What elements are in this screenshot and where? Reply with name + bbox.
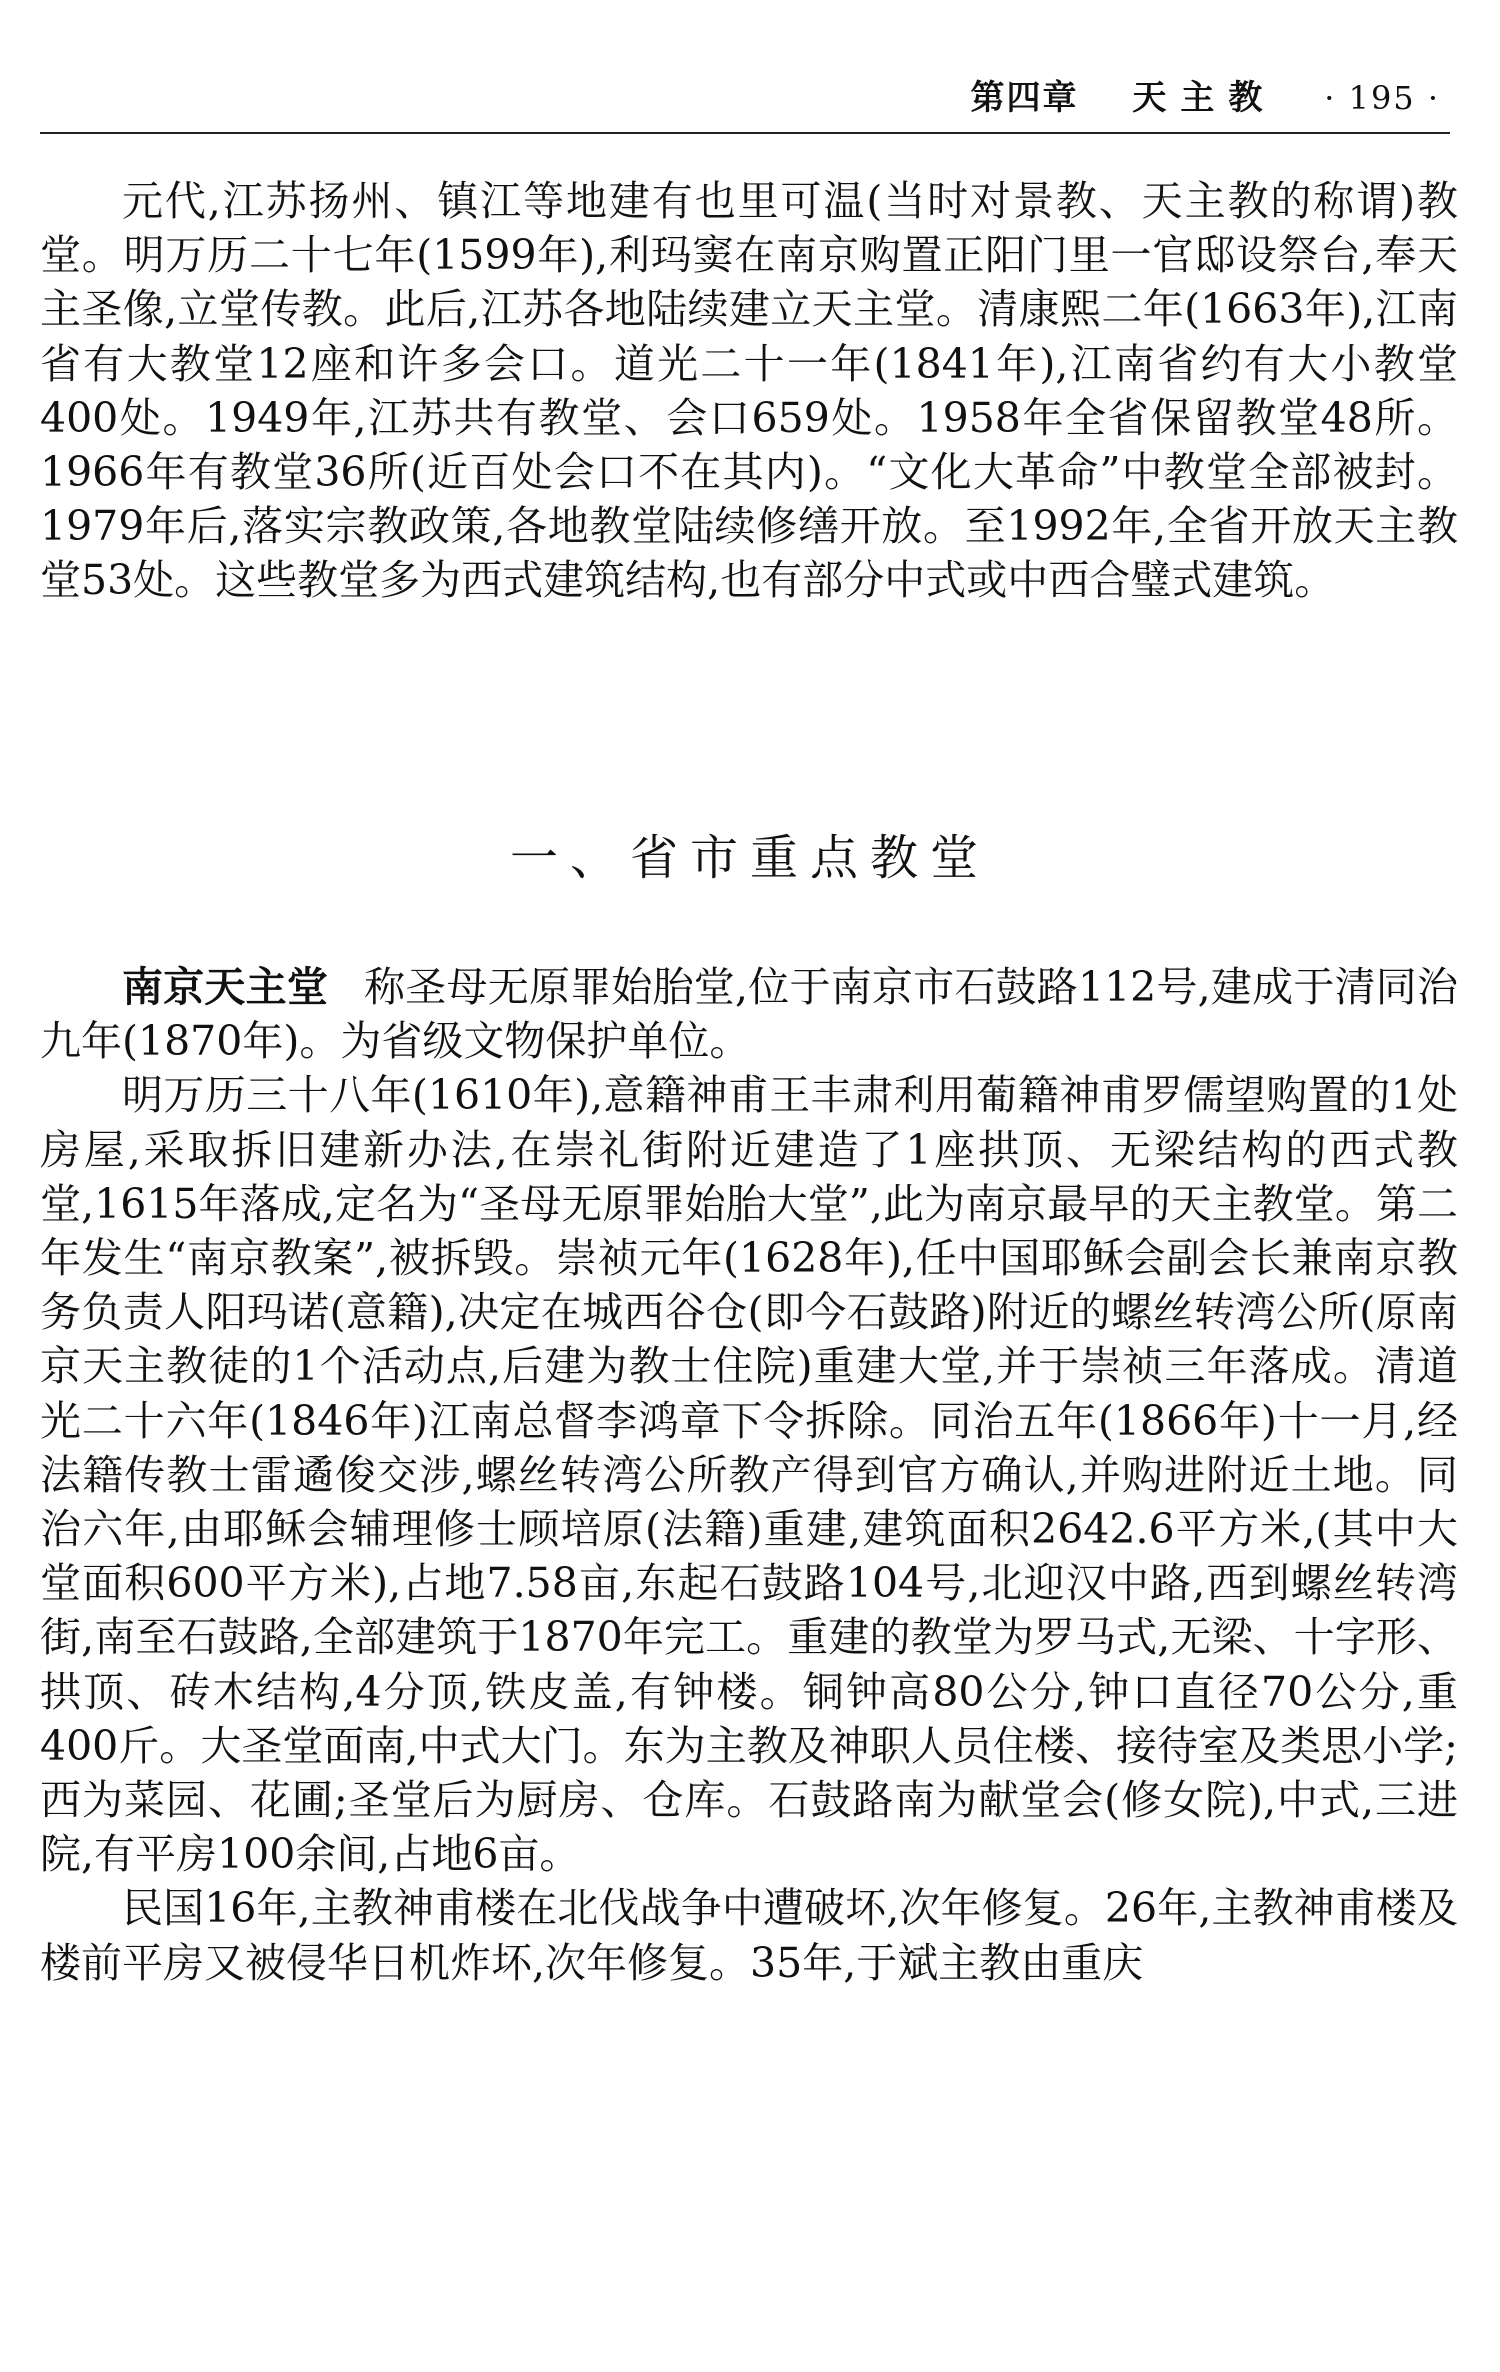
section-heading: 一、省市重点教堂 bbox=[509, 830, 990, 886]
header-text bbox=[971, 70, 1440, 119]
main-block bbox=[40, 960, 1458, 1990]
page-number: · 195 · bbox=[1324, 79, 1440, 117]
entry-title: 南京天主堂 bbox=[122, 963, 329, 1011]
history-paragraph: 明万历三十八年(1610年),意籍神甫王丰肃利用葡籍神甫罗儒望购置的1处房屋,采取拆旧建新办法,在崇礼街附近建造了1座拱顶、无梁结构的西式教堂,1615年落成,定名为“圣母无原罪始胎大堂”,此为南京最早的天主教堂。第二年发生“南京教案”,被拆毁。崇祯元年(1628年),任中国耶稣会副会长兼南京教务负责人阳玛诺(意籍),决定在城西谷仓(即今石鼓路)附近的螺丝转湾公所(原南京天主教徒的1个活动点,后建为教士住院)重建大堂,并于崇祯三年落成。清道光二十六年(1846年)江南总督李鸿章下令拆除。同治五年(1866年)十一月,经法籍传教士雷遹俊交涉,螺丝转湾公所教产得到官方确认,并购进附近土地。同治六年,由耶稣会辅理修士顾培原(法籍)重建,建筑面积2642.6平方米,(其中大堂面积600平方米),占地7.58亩,东起石鼓路104号,北迎汉中路,西到螺丝转湾街,南至石鼓路,全部建筑于1870年完工。重建的教堂为罗马式,无梁、十字形、拱顶、砖木结构,4分顶,铁皮盖,有钟楼。铜钟高80公分,钟口直径70公分,重400斤。大圣堂面南,中式大门。东为主教及神职人员住楼、接待室及类思小学;西为菜园、花圃;圣堂后为厨房、仓库。石鼓路南为献堂会(修女院),中式,三进院,有平房100余间,占地6亩。 bbox=[40, 1071, 1458, 1879]
running-header bbox=[40, 62, 1450, 134]
intro-block bbox=[40, 174, 1458, 608]
chapter-topic: 天主教 bbox=[1132, 78, 1277, 118]
entry-lead-text: 称圣母无原罪始胎堂,位于南京市石鼓路112号,建成于清同治九年(1870年)。为省级文物保护单位。 bbox=[40, 963, 1458, 1066]
republic-era-paragraph: 民国16年,主教神甫楼在北伐战争中遭破坏,次年修复。26年,主教神甫楼及楼前平房又被侵华日机炸坏,次年修复。35年,于斌主教由重庆 bbox=[40, 1884, 1458, 1987]
intro-paragraph: 元代,江苏扬州、镇江等地建有也里可温(当时对景教、天主教的称谓)教堂。明万历二十七年(1599年),利玛窦在南京购置正阳门里一官邸设祭台,奉天主圣像,立堂传教。此后,江苏各地陆续建立天主堂。清康熙二年(1663年),江南省有大教堂12座和许多会口。道光二十一年(1841年),江南省约有大小教堂400处。1949年,江苏共有教堂、会口659处。1958年全省保留教堂48所。1966年有教堂36所(近百处会口不在其内)。“文化大革命”中教堂全部被封。1979年后,落实宗教政策,各地教堂陆续修缮开放。至1992年,全省开放天主教堂53处。这些教堂多为西式建筑结构,也有部分中式或中西合璧式建筑。 bbox=[40, 177, 1458, 605]
chapter-label: 第四章 bbox=[970, 78, 1079, 118]
entry-paragraph bbox=[40, 960, 1458, 1068]
